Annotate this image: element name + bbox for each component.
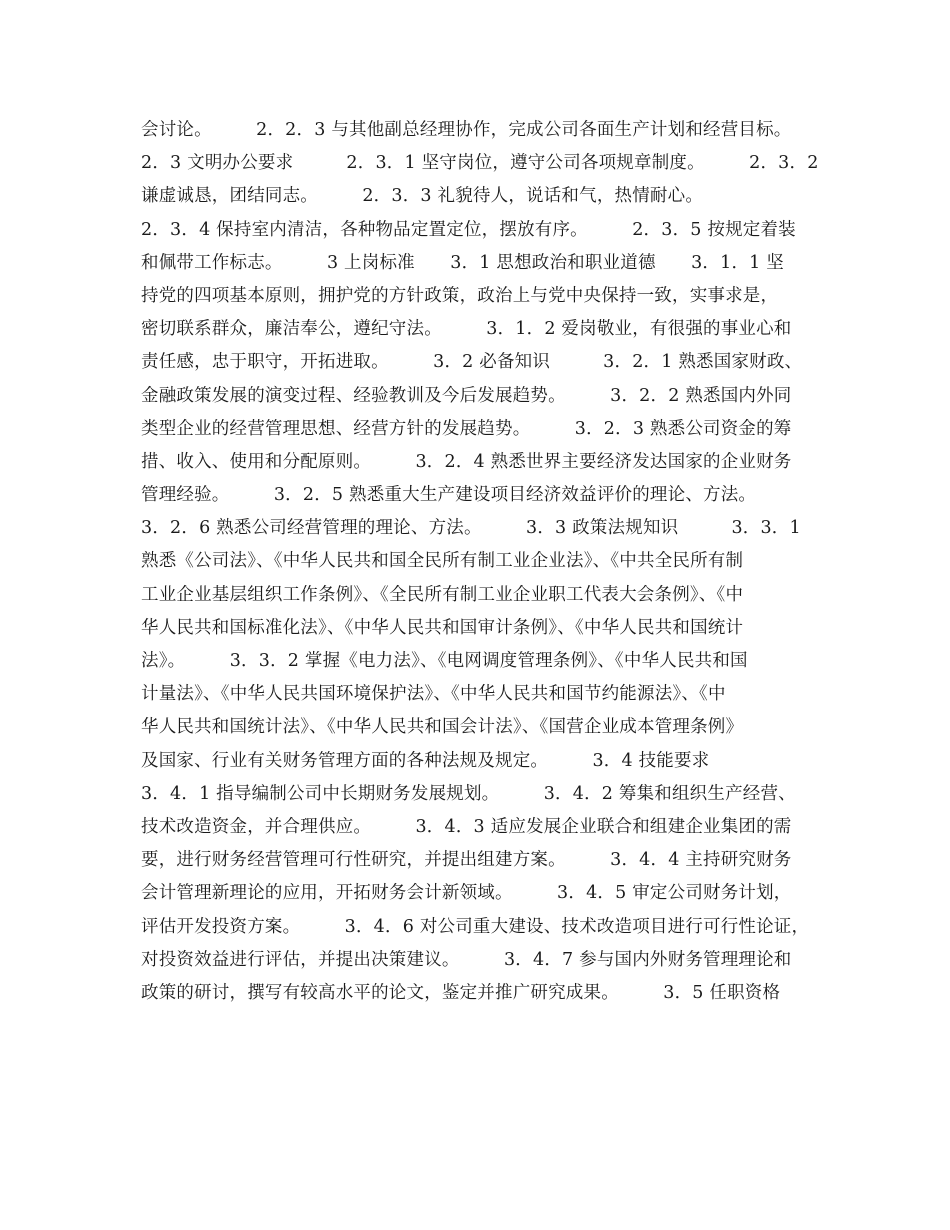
text-line: 评估开发投资方案。 3．4．6 对公司重大建设、技术改造项目进行可行性论证， <box>141 916 810 937</box>
text-line: 华人民共和国标准化法》、《中华人民共和国审计条例》、《中华人民共和国统计 <box>141 617 744 638</box>
text-line: 及国家、行业有关财务管理方面的各种法规及规定。 3．4 技能要求 <box>141 750 710 771</box>
text-line: 熟悉《公司法》、《中华人民共和国全民所有制工业企业法》、《中共全民所有制 <box>141 551 744 572</box>
text-line: 计量法》、《中华人民共国环境保护法》、《中华人民共和国节约能源法》、《中 <box>141 684 726 705</box>
text-line: 2．3 文明办公要求 2．3．1 坚守岗位，遵守公司各项规章制度。 2．3．2 <box>141 153 819 174</box>
text-line: 措、收入、使用和分配原则。 3．2．4 熟悉世界主要经济发达国家的企业财务 <box>141 451 792 472</box>
text-line: 政策的研讨，撰写有较高水平的论文，鉴定并推广研究成果。 3．5 任职资格 <box>141 982 781 1003</box>
text-line: 密切联系群众，廉洁奉公，遵纪守法。 3．1．2 爱岗敬业，有很强的事业心和 <box>141 319 792 340</box>
text-line: 持党的四项基本原则，拥护党的方针政策，政治上与党中央保持一致，实事求是， <box>141 285 779 306</box>
text-line: 和佩带工作标志。 3 上岗标准 3．1 思想政治和职业道德 3．1．1 坚 <box>141 252 784 273</box>
text-line: 2．3．4 保持室内清洁，各种物品定置定位，摆放有序。 2．3．5 按规定着装 <box>141 219 796 240</box>
text-line: 法》。 3．3．2 掌握《电力法》、《电网调度管理条例》、《中华人民共和国 <box>141 651 748 671</box>
text-line: 工业企业基层组织工作条例》、《全民所有制工业企业职工代表大会条例》、《中 <box>141 584 744 605</box>
text-line: 管理经验。 3．2．5 熟悉重大生产建设项目经济效益评价的理论、方法。 <box>141 485 757 506</box>
text-line: 金融政策发展的演变过程、经验教训及今后发展趋势。 3．2．2 熟悉国内外同 <box>141 385 792 406</box>
body-text <box>141 114 821 1010</box>
text-line: 3．4．1 指导编制公司中长期财务发展规划。 3．4．2 筹集和组织生产经营、 <box>141 783 796 804</box>
text-line: 要，进行财务经营管理可行性研究，并提出组建方案。 3．4．4 主持研究财务 <box>141 850 792 871</box>
text-line: 对投资效益进行评估，并提出决策建议。 3．4．7 参与国内外财务管理理论和 <box>141 949 792 970</box>
text-line: 责任感，忠于职守，开拓进取。 3．2 必备知识 3．2．1 熟悉国家财政、 <box>141 352 803 373</box>
text-line: 技术改造资金，并合理供应。 3．4．3 适应发展企业联合和组建企业集团的需 <box>141 816 792 837</box>
text-line: 华人民共和国统计法》、《中华人民共和国会计法》、《国营企业成本管理条例》 <box>141 717 744 738</box>
text-line: 会计管理新理论的应用，开拓财务会计新领域。 3．4．5 审定公司财务计划， <box>141 883 792 904</box>
text-line: 3．2．6 熟悉公司经营管理的理论、方法。 3．3 政策法规知识 3．3．1 <box>141 518 801 539</box>
text-line: 会讨论。 2．2．3 与其他副总经理协作，完成公司各面生产计划和经营目标。 <box>141 120 792 140</box>
text-line: 类型企业的经营管理思想、经营方针的发展趋势。 3．2．3 熟悉公司资金的筹 <box>141 418 792 439</box>
text-line: 谦虚诚恳，团结同志。 2．3．3 礼貌待人，说话和气，热情耐心。 <box>141 186 704 207</box>
